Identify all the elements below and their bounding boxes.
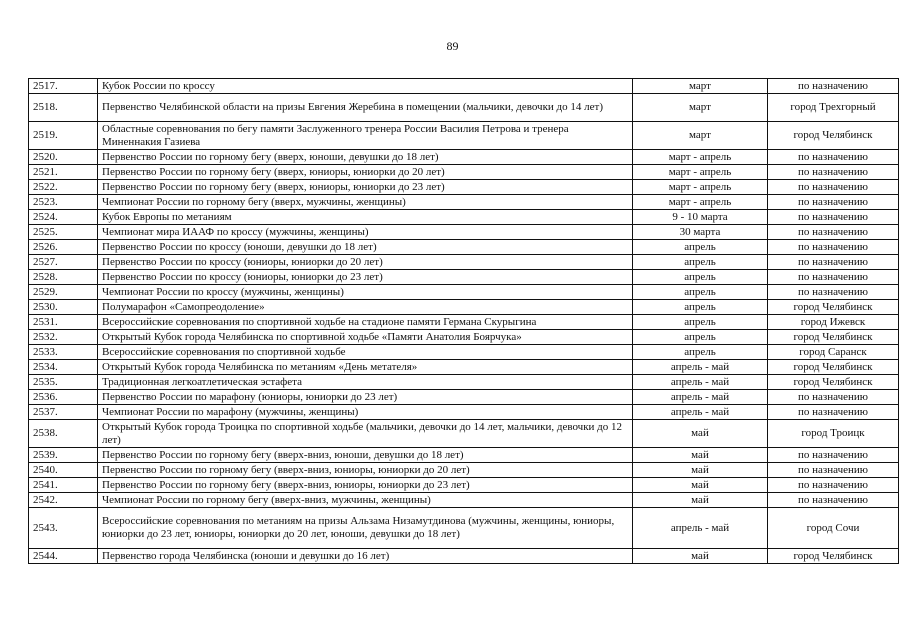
event-name-cell: Всероссийские соревнования по спортивной ходьбе на стадионе памяти Германа Скурыгина xyxy=(98,315,633,330)
event-place-cell: по назначению xyxy=(768,285,899,300)
table-row xyxy=(29,165,899,180)
event-name-cell: Первенство России по кроссу (юниоры, юниорки до 23 лет) xyxy=(98,270,633,285)
event-number-cell: 2529. xyxy=(29,285,98,300)
event-place-cell: по назначению xyxy=(768,79,899,94)
event-number-cell: 2527. xyxy=(29,255,98,270)
table-row xyxy=(29,285,899,300)
event-name-cell: Первенство России по кроссу (юниоры, юниорки до 20 лет) xyxy=(98,255,633,270)
table-row xyxy=(29,420,899,448)
event-date-cell: март - апрель xyxy=(633,180,768,195)
event-name-cell: Открытый Кубок города Челябинска по метаниям «День метателя» xyxy=(98,360,633,375)
event-name-cell: Чемпионат России по кроссу (мужчины, женщины) xyxy=(98,285,633,300)
event-place-cell: по назначению xyxy=(768,463,899,478)
event-number-cell: 2540. xyxy=(29,463,98,478)
event-number-cell: 2539. xyxy=(29,448,98,463)
table-row xyxy=(29,330,899,345)
event-name-cell: Первенство России по кроссу (юноши, девушки до 18 лет) xyxy=(98,240,633,255)
event-number-cell: 2522. xyxy=(29,180,98,195)
events-table-body xyxy=(29,79,899,564)
event-date-cell: апрель xyxy=(633,285,768,300)
event-date-cell: март xyxy=(633,122,768,150)
event-place-cell: город Челябинск xyxy=(768,360,899,375)
event-date-cell: май xyxy=(633,478,768,493)
event-date-cell: март xyxy=(633,79,768,94)
event-place-cell: по назначению xyxy=(768,180,899,195)
event-place-cell: по назначению xyxy=(768,195,899,210)
event-date-cell: апрель xyxy=(633,240,768,255)
event-name-cell: Первенство России по горному бегу (вверх-вниз, юниоры, юниорки до 20 лет) xyxy=(98,463,633,478)
event-place-cell: по назначению xyxy=(768,405,899,420)
event-name-cell: Традиционная легкоатлетическая эстафета xyxy=(98,375,633,390)
table-row xyxy=(29,122,899,150)
event-place-cell: город Челябинск xyxy=(768,122,899,150)
event-number-cell: 2535. xyxy=(29,375,98,390)
event-date-cell: апрель - май xyxy=(633,390,768,405)
event-place-cell: по назначению xyxy=(768,255,899,270)
event-number-cell: 2517. xyxy=(29,79,98,94)
event-name-cell: Открытый Кубок города Челябинска по спортивной ходьбе «Памяти Анатолия Боярчука» xyxy=(98,330,633,345)
event-date-cell: март xyxy=(633,94,768,122)
table-row xyxy=(29,448,899,463)
event-place-cell: город Челябинск xyxy=(768,300,899,315)
event-number-cell: 2542. xyxy=(29,493,98,508)
event-place-cell: город Челябинск xyxy=(768,549,899,564)
event-number-cell: 2536. xyxy=(29,390,98,405)
table-row xyxy=(29,255,899,270)
event-number-cell: 2519. xyxy=(29,122,98,150)
event-date-cell: март - апрель xyxy=(633,165,768,180)
event-date-cell: апрель xyxy=(633,300,768,315)
event-name-cell: Чемпионат России по горному бегу (вверх-вниз, мужчины, женщины) xyxy=(98,493,633,508)
event-place-cell: город Трехгорный xyxy=(768,94,899,122)
event-number-cell: 2532. xyxy=(29,330,98,345)
table-row xyxy=(29,493,899,508)
event-date-cell: март - апрель xyxy=(633,150,768,165)
event-name-cell: Полумарафон «Самопреодоление» xyxy=(98,300,633,315)
table-row xyxy=(29,508,899,549)
event-number-cell: 2525. xyxy=(29,225,98,240)
event-date-cell: май xyxy=(633,493,768,508)
event-place-cell: по назначению xyxy=(768,390,899,405)
event-number-cell: 2538. xyxy=(29,420,98,448)
event-name-cell: Первенство Челябинской области на призы Евгения Жеребина в помещении (мальчики, девочки до 14 лет) xyxy=(98,94,633,122)
event-date-cell: май xyxy=(633,420,768,448)
event-place-cell: город Челябинск xyxy=(768,375,899,390)
event-name-cell: Чемпионат России по марафону (мужчины, женщины) xyxy=(98,405,633,420)
event-number-cell: 2523. xyxy=(29,195,98,210)
table-row xyxy=(29,150,899,165)
event-number-cell: 2526. xyxy=(29,240,98,255)
event-name-cell: Первенство России по горному бегу (вверх, юниоры, юниорки до 20 лет) xyxy=(98,165,633,180)
event-place-cell: город Сочи xyxy=(768,508,899,549)
event-place-cell: город Саранск xyxy=(768,345,899,360)
event-date-cell: май xyxy=(633,549,768,564)
event-number-cell: 2537. xyxy=(29,405,98,420)
table-row xyxy=(29,79,899,94)
event-name-cell: Первенство России по горному бегу (вверх, юниоры, юниорки до 23 лет) xyxy=(98,180,633,195)
event-name-cell: Кубок России по кроссу xyxy=(98,79,633,94)
events-table xyxy=(28,78,899,564)
event-name-cell: Кубок Европы по метаниям xyxy=(98,210,633,225)
event-date-cell: май xyxy=(633,463,768,478)
event-name-cell: Первенство города Челябинска (юноши и девушки до 16 лет) xyxy=(98,549,633,564)
event-number-cell: 2518. xyxy=(29,94,98,122)
event-place-cell: город Троицк xyxy=(768,420,899,448)
event-date-cell: апрель xyxy=(633,315,768,330)
event-number-cell: 2524. xyxy=(29,210,98,225)
event-name-cell: Открытый Кубок города Троицка по спортивной ходьбе (мальчики, девочки до 14 лет, мальчики, девочки до 12 лет) xyxy=(98,420,633,448)
event-name-cell: Чемпионат мира ИААФ по кроссу (мужчины, женщины) xyxy=(98,225,633,240)
table-row xyxy=(29,300,899,315)
event-date-cell: апрель - май xyxy=(633,405,768,420)
table-row xyxy=(29,210,899,225)
event-place-cell: по назначению xyxy=(768,493,899,508)
event-date-cell: апрель xyxy=(633,345,768,360)
table-row xyxy=(29,390,899,405)
event-number-cell: 2530. xyxy=(29,300,98,315)
event-number-cell: 2533. xyxy=(29,345,98,360)
table-row xyxy=(29,180,899,195)
event-name-cell: Чемпионат России по горному бегу (вверх, мужчины, женщины) xyxy=(98,195,633,210)
event-name-cell: Первенство России по горному бегу (вверх-вниз, юноши, девушки до 18 лет) xyxy=(98,448,633,463)
event-place-cell: город Ижевск xyxy=(768,315,899,330)
event-date-cell: 9 - 10 марта xyxy=(633,210,768,225)
event-place-cell: по назначению xyxy=(768,210,899,225)
event-place-cell: город Челябинск xyxy=(768,330,899,345)
event-number-cell: 2541. xyxy=(29,478,98,493)
event-number-cell: 2528. xyxy=(29,270,98,285)
event-date-cell: апрель - май xyxy=(633,360,768,375)
event-date-cell: апрель xyxy=(633,255,768,270)
event-number-cell: 2531. xyxy=(29,315,98,330)
table-row xyxy=(29,463,899,478)
event-name-cell: Всероссийские соревнования по спортивной ходьбе xyxy=(98,345,633,360)
event-name-cell: Первенство России по марафону (юниоры, юниорки до 23 лет) xyxy=(98,390,633,405)
event-name-cell: Всероссийские соревнования по метаниям на призы Альзама Низамутдинова (мужчины, женщины, юниоры, юниорки до 23 лет, юниоры, юниорки до 20 лет, юноши, девушки до 18 лет) xyxy=(98,508,633,549)
table-row xyxy=(29,478,899,493)
event-date-cell: март - апрель xyxy=(633,195,768,210)
table-row xyxy=(29,240,899,255)
table-row xyxy=(29,360,899,375)
table-row xyxy=(29,270,899,285)
event-date-cell: апрель - май xyxy=(633,375,768,390)
event-place-cell: по назначению xyxy=(768,448,899,463)
table-row xyxy=(29,195,899,210)
event-name-cell: Областные соревнования по бегу памяти Заслуженного тренера России Василия Петрова и тренера Миненнакия Газиева xyxy=(98,122,633,150)
event-place-cell: по назначению xyxy=(768,150,899,165)
event-place-cell: по назначению xyxy=(768,165,899,180)
event-date-cell: 30 марта xyxy=(633,225,768,240)
event-number-cell: 2521. xyxy=(29,165,98,180)
event-name-cell: Первенство России по горному бегу (вверх, юноши, девушки до 18 лет) xyxy=(98,150,633,165)
table-row xyxy=(29,549,899,564)
event-place-cell: по назначению xyxy=(768,478,899,493)
event-date-cell: апрель - май xyxy=(633,508,768,549)
table-row xyxy=(29,225,899,240)
event-number-cell: 2543. xyxy=(29,508,98,549)
event-date-cell: май xyxy=(633,448,768,463)
event-place-cell: по назначению xyxy=(768,225,899,240)
page-number: 89 xyxy=(446,39,459,53)
event-number-cell: 2544. xyxy=(29,549,98,564)
event-name-cell: Первенство России по горному бегу (вверх-вниз, юниоры, юниорки до 23 лет) xyxy=(98,478,633,493)
table-row xyxy=(29,315,899,330)
event-number-cell: 2520. xyxy=(29,150,98,165)
event-number-cell: 2534. xyxy=(29,360,98,375)
table-row xyxy=(29,405,899,420)
event-place-cell: по назначению xyxy=(768,240,899,255)
event-place-cell: по назначению xyxy=(768,270,899,285)
table-row xyxy=(29,345,899,360)
event-date-cell: апрель xyxy=(633,330,768,345)
table-row xyxy=(29,94,899,122)
table-row xyxy=(29,375,899,390)
event-date-cell: апрель xyxy=(633,270,768,285)
